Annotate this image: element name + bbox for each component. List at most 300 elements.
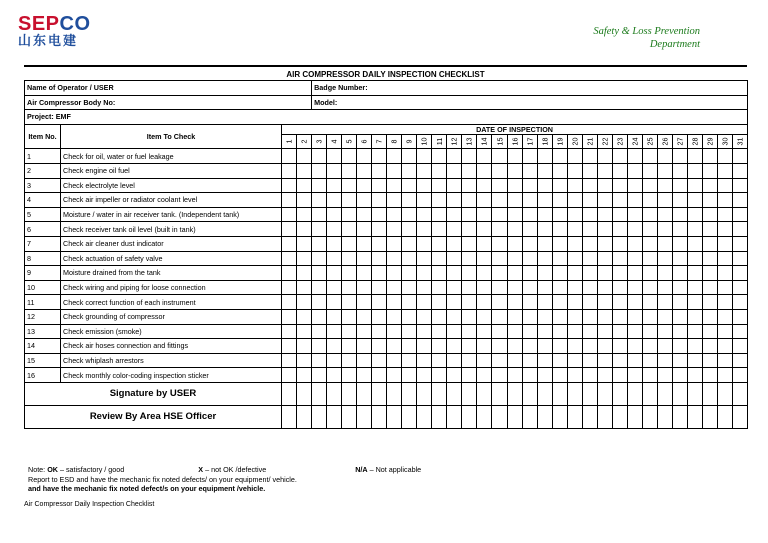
inspection-check-cell[interactable] xyxy=(447,178,462,193)
signature-cell[interactable] xyxy=(582,405,597,428)
inspection-check-cell[interactable] xyxy=(342,251,357,266)
signature-cell[interactable] xyxy=(627,382,642,405)
inspection-check-cell[interactable] xyxy=(432,353,447,368)
inspection-check-cell[interactable] xyxy=(417,339,432,354)
inspection-check-cell[interactable] xyxy=(567,266,582,281)
inspection-check-cell[interactable] xyxy=(552,368,567,383)
inspection-check-cell[interactable] xyxy=(552,149,567,164)
inspection-check-cell[interactable] xyxy=(312,207,327,222)
inspection-check-cell[interactable] xyxy=(552,339,567,354)
inspection-check-cell[interactable] xyxy=(387,353,402,368)
inspection-check-cell[interactable] xyxy=(372,353,387,368)
inspection-check-cell[interactable] xyxy=(642,280,657,295)
inspection-check-cell[interactable] xyxy=(447,266,462,281)
inspection-check-cell[interactable] xyxy=(627,309,642,324)
inspection-check-cell[interactable] xyxy=(282,339,297,354)
inspection-check-cell[interactable] xyxy=(402,236,417,251)
inspection-check-cell[interactable] xyxy=(612,163,627,178)
inspection-check-cell[interactable] xyxy=(477,236,492,251)
inspection-check-cell[interactable] xyxy=(312,251,327,266)
inspection-check-cell[interactable] xyxy=(432,280,447,295)
inspection-check-cell[interactable] xyxy=(612,193,627,208)
inspection-check-cell[interactable] xyxy=(537,163,552,178)
inspection-check-cell[interactable] xyxy=(567,339,582,354)
inspection-check-cell[interactable] xyxy=(477,207,492,222)
inspection-check-cell[interactable] xyxy=(582,207,597,222)
inspection-check-cell[interactable] xyxy=(297,149,312,164)
inspection-check-cell[interactable] xyxy=(597,251,612,266)
inspection-check-cell[interactable] xyxy=(687,280,702,295)
inspection-check-cell[interactable] xyxy=(672,149,687,164)
inspection-check-cell[interactable] xyxy=(537,236,552,251)
inspection-check-cell[interactable] xyxy=(717,149,732,164)
inspection-check-cell[interactable] xyxy=(342,295,357,310)
inspection-check-cell[interactable] xyxy=(732,266,747,281)
inspection-check-cell[interactable] xyxy=(522,353,537,368)
inspection-check-cell[interactable] xyxy=(537,280,552,295)
inspection-check-cell[interactable] xyxy=(717,236,732,251)
inspection-check-cell[interactable] xyxy=(687,266,702,281)
inspection-check-cell[interactable] xyxy=(597,236,612,251)
signature-cell[interactable] xyxy=(462,405,477,428)
inspection-check-cell[interactable] xyxy=(672,207,687,222)
inspection-check-cell[interactable] xyxy=(522,149,537,164)
inspection-check-cell[interactable] xyxy=(642,368,657,383)
inspection-check-cell[interactable] xyxy=(402,368,417,383)
inspection-check-cell[interactable] xyxy=(732,295,747,310)
inspection-check-cell[interactable] xyxy=(447,295,462,310)
inspection-check-cell[interactable] xyxy=(312,163,327,178)
signature-cell[interactable] xyxy=(552,382,567,405)
inspection-check-cell[interactable] xyxy=(387,207,402,222)
signature-cell[interactable] xyxy=(282,382,297,405)
inspection-check-cell[interactable] xyxy=(582,368,597,383)
inspection-check-cell[interactable] xyxy=(687,324,702,339)
inspection-check-cell[interactable] xyxy=(432,207,447,222)
inspection-check-cell[interactable] xyxy=(612,236,627,251)
inspection-check-cell[interactable] xyxy=(372,266,387,281)
signature-cell[interactable] xyxy=(522,382,537,405)
inspection-check-cell[interactable] xyxy=(327,251,342,266)
inspection-check-cell[interactable] xyxy=(312,353,327,368)
inspection-check-cell[interactable] xyxy=(717,280,732,295)
inspection-check-cell[interactable] xyxy=(507,266,522,281)
inspection-check-cell[interactable] xyxy=(522,324,537,339)
inspection-check-cell[interactable] xyxy=(627,193,642,208)
signature-cell[interactable] xyxy=(732,405,747,428)
inspection-check-cell[interactable] xyxy=(312,222,327,237)
inspection-check-cell[interactable] xyxy=(687,207,702,222)
inspection-check-cell[interactable] xyxy=(567,353,582,368)
inspection-check-cell[interactable] xyxy=(567,207,582,222)
inspection-check-cell[interactable] xyxy=(402,178,417,193)
inspection-check-cell[interactable] xyxy=(342,324,357,339)
inspection-check-cell[interactable] xyxy=(372,251,387,266)
signature-cell[interactable] xyxy=(357,382,372,405)
inspection-check-cell[interactable] xyxy=(492,266,507,281)
inspection-check-cell[interactable] xyxy=(372,163,387,178)
inspection-check-cell[interactable] xyxy=(522,178,537,193)
inspection-check-cell[interactable] xyxy=(477,251,492,266)
inspection-check-cell[interactable] xyxy=(552,178,567,193)
inspection-check-cell[interactable] xyxy=(732,280,747,295)
inspection-check-cell[interactable] xyxy=(297,295,312,310)
signature-cell[interactable] xyxy=(372,382,387,405)
signature-cell[interactable] xyxy=(537,405,552,428)
inspection-check-cell[interactable] xyxy=(282,353,297,368)
inspection-check-cell[interactable] xyxy=(642,251,657,266)
inspection-check-cell[interactable] xyxy=(462,368,477,383)
inspection-check-cell[interactable] xyxy=(567,251,582,266)
signature-cell[interactable] xyxy=(642,382,657,405)
inspection-check-cell[interactable] xyxy=(702,193,717,208)
inspection-check-cell[interactable] xyxy=(522,295,537,310)
signature-cell[interactable] xyxy=(477,405,492,428)
inspection-check-cell[interactable] xyxy=(432,193,447,208)
inspection-check-cell[interactable] xyxy=(387,324,402,339)
inspection-check-cell[interactable] xyxy=(537,353,552,368)
inspection-check-cell[interactable] xyxy=(282,324,297,339)
inspection-check-cell[interactable] xyxy=(447,222,462,237)
signature-cell[interactable] xyxy=(612,382,627,405)
inspection-check-cell[interactable] xyxy=(597,178,612,193)
inspection-check-cell[interactable] xyxy=(702,251,717,266)
inspection-check-cell[interactable] xyxy=(432,236,447,251)
inspection-check-cell[interactable] xyxy=(702,178,717,193)
inspection-check-cell[interactable] xyxy=(732,368,747,383)
inspection-check-cell[interactable] xyxy=(582,193,597,208)
inspection-check-cell[interactable] xyxy=(327,309,342,324)
inspection-check-cell[interactable] xyxy=(417,324,432,339)
inspection-check-cell[interactable] xyxy=(522,251,537,266)
inspection-check-cell[interactable] xyxy=(597,207,612,222)
inspection-check-cell[interactable] xyxy=(417,353,432,368)
inspection-check-cell[interactable] xyxy=(477,295,492,310)
inspection-check-cell[interactable] xyxy=(642,163,657,178)
inspection-check-cell[interactable] xyxy=(612,251,627,266)
inspection-check-cell[interactable] xyxy=(312,295,327,310)
inspection-check-cell[interactable] xyxy=(432,295,447,310)
inspection-check-cell[interactable] xyxy=(372,193,387,208)
inspection-check-cell[interactable] xyxy=(702,163,717,178)
inspection-check-cell[interactable] xyxy=(552,251,567,266)
signature-cell[interactable] xyxy=(612,405,627,428)
inspection-check-cell[interactable] xyxy=(582,309,597,324)
inspection-check-cell[interactable] xyxy=(702,207,717,222)
inspection-check-cell[interactable] xyxy=(657,368,672,383)
inspection-check-cell[interactable] xyxy=(417,309,432,324)
inspection-check-cell[interactable] xyxy=(702,280,717,295)
inspection-check-cell[interactable] xyxy=(312,193,327,208)
inspection-check-cell[interactable] xyxy=(312,149,327,164)
inspection-check-cell[interactable] xyxy=(717,163,732,178)
inspection-check-cell[interactable] xyxy=(642,353,657,368)
inspection-check-cell[interactable] xyxy=(447,353,462,368)
signature-cell[interactable] xyxy=(387,405,402,428)
inspection-check-cell[interactable] xyxy=(282,178,297,193)
inspection-check-cell[interactable] xyxy=(297,222,312,237)
inspection-check-cell[interactable] xyxy=(657,251,672,266)
inspection-check-cell[interactable] xyxy=(672,236,687,251)
inspection-check-cell[interactable] xyxy=(492,236,507,251)
inspection-check-cell[interactable] xyxy=(432,178,447,193)
inspection-check-cell[interactable] xyxy=(702,222,717,237)
inspection-check-cell[interactable] xyxy=(387,163,402,178)
inspection-check-cell[interactable] xyxy=(312,280,327,295)
signature-cell[interactable] xyxy=(537,382,552,405)
inspection-check-cell[interactable] xyxy=(372,207,387,222)
inspection-check-cell[interactable] xyxy=(537,324,552,339)
inspection-check-cell[interactable] xyxy=(732,222,747,237)
inspection-check-cell[interactable] xyxy=(357,149,372,164)
inspection-check-cell[interactable] xyxy=(507,163,522,178)
inspection-check-cell[interactable] xyxy=(702,339,717,354)
inspection-check-cell[interactable] xyxy=(612,207,627,222)
inspection-check-cell[interactable] xyxy=(627,339,642,354)
inspection-check-cell[interactable] xyxy=(282,309,297,324)
inspection-check-cell[interactable] xyxy=(402,222,417,237)
inspection-check-cell[interactable] xyxy=(297,266,312,281)
inspection-check-cell[interactable] xyxy=(522,339,537,354)
inspection-check-cell[interactable] xyxy=(477,149,492,164)
inspection-check-cell[interactable] xyxy=(597,163,612,178)
inspection-check-cell[interactable] xyxy=(357,339,372,354)
inspection-check-cell[interactable] xyxy=(672,178,687,193)
inspection-check-cell[interactable] xyxy=(372,149,387,164)
inspection-check-cell[interactable] xyxy=(282,295,297,310)
inspection-check-cell[interactable] xyxy=(552,236,567,251)
inspection-check-cell[interactable] xyxy=(597,324,612,339)
inspection-check-cell[interactable] xyxy=(672,266,687,281)
inspection-check-cell[interactable] xyxy=(582,222,597,237)
inspection-check-cell[interactable] xyxy=(297,163,312,178)
inspection-check-cell[interactable] xyxy=(687,339,702,354)
inspection-check-cell[interactable] xyxy=(687,222,702,237)
inspection-check-cell[interactable] xyxy=(702,236,717,251)
inspection-check-cell[interactable] xyxy=(387,368,402,383)
inspection-check-cell[interactable] xyxy=(357,193,372,208)
inspection-check-cell[interactable] xyxy=(417,163,432,178)
signature-cell[interactable] xyxy=(687,382,702,405)
inspection-check-cell[interactable] xyxy=(657,266,672,281)
inspection-check-cell[interactable] xyxy=(432,339,447,354)
inspection-check-cell[interactable] xyxy=(582,324,597,339)
inspection-check-cell[interactable] xyxy=(672,368,687,383)
inspection-check-cell[interactable] xyxy=(657,149,672,164)
inspection-check-cell[interactable] xyxy=(507,295,522,310)
inspection-check-cell[interactable] xyxy=(312,178,327,193)
inspection-check-cell[interactable] xyxy=(447,163,462,178)
inspection-check-cell[interactable] xyxy=(702,353,717,368)
inspection-check-cell[interactable] xyxy=(312,309,327,324)
inspection-check-cell[interactable] xyxy=(492,368,507,383)
signature-cell[interactable] xyxy=(627,405,642,428)
inspection-check-cell[interactable] xyxy=(462,207,477,222)
inspection-check-cell[interactable] xyxy=(432,163,447,178)
inspection-check-cell[interactable] xyxy=(387,309,402,324)
inspection-check-cell[interactable] xyxy=(357,163,372,178)
inspection-check-cell[interactable] xyxy=(642,149,657,164)
signature-cell[interactable] xyxy=(552,405,567,428)
inspection-check-cell[interactable] xyxy=(552,207,567,222)
inspection-check-cell[interactable] xyxy=(657,280,672,295)
inspection-check-cell[interactable] xyxy=(507,222,522,237)
inspection-check-cell[interactable] xyxy=(492,193,507,208)
inspection-check-cell[interactable] xyxy=(672,353,687,368)
inspection-check-cell[interactable] xyxy=(477,368,492,383)
inspection-check-cell[interactable] xyxy=(567,193,582,208)
inspection-check-cell[interactable] xyxy=(567,324,582,339)
inspection-check-cell[interactable] xyxy=(567,236,582,251)
inspection-check-cell[interactable] xyxy=(552,163,567,178)
inspection-check-cell[interactable] xyxy=(567,163,582,178)
inspection-check-cell[interactable] xyxy=(507,178,522,193)
inspection-check-cell[interactable] xyxy=(642,236,657,251)
signature-cell[interactable] xyxy=(462,382,477,405)
inspection-check-cell[interactable] xyxy=(297,353,312,368)
inspection-check-cell[interactable] xyxy=(702,324,717,339)
inspection-check-cell[interactable] xyxy=(507,149,522,164)
inspection-check-cell[interactable] xyxy=(297,236,312,251)
inspection-check-cell[interactable] xyxy=(417,280,432,295)
inspection-check-cell[interactable] xyxy=(297,339,312,354)
inspection-check-cell[interactable] xyxy=(657,163,672,178)
inspection-check-cell[interactable] xyxy=(477,339,492,354)
inspection-check-cell[interactable] xyxy=(357,368,372,383)
inspection-check-cell[interactable] xyxy=(537,339,552,354)
inspection-check-cell[interactable] xyxy=(357,207,372,222)
inspection-check-cell[interactable] xyxy=(582,178,597,193)
inspection-check-cell[interactable] xyxy=(477,222,492,237)
inspection-check-cell[interactable] xyxy=(387,266,402,281)
inspection-check-cell[interactable] xyxy=(357,295,372,310)
inspection-check-cell[interactable] xyxy=(627,324,642,339)
inspection-check-cell[interactable] xyxy=(417,236,432,251)
inspection-check-cell[interactable] xyxy=(357,266,372,281)
inspection-check-cell[interactable] xyxy=(612,222,627,237)
inspection-check-cell[interactable] xyxy=(672,193,687,208)
inspection-check-cell[interactable] xyxy=(432,222,447,237)
inspection-check-cell[interactable] xyxy=(522,368,537,383)
inspection-check-cell[interactable] xyxy=(447,149,462,164)
inspection-check-cell[interactable] xyxy=(492,324,507,339)
inspection-check-cell[interactable] xyxy=(297,324,312,339)
inspection-check-cell[interactable] xyxy=(327,163,342,178)
inspection-check-cell[interactable] xyxy=(612,149,627,164)
inspection-check-cell[interactable] xyxy=(417,207,432,222)
inspection-check-cell[interactable] xyxy=(402,207,417,222)
signature-cell[interactable] xyxy=(597,382,612,405)
inspection-check-cell[interactable] xyxy=(552,222,567,237)
signature-cell[interactable] xyxy=(657,382,672,405)
inspection-check-cell[interactable] xyxy=(402,193,417,208)
inspection-check-cell[interactable] xyxy=(327,178,342,193)
inspection-check-cell[interactable] xyxy=(687,368,702,383)
inspection-check-cell[interactable] xyxy=(537,309,552,324)
inspection-check-cell[interactable] xyxy=(297,309,312,324)
inspection-check-cell[interactable] xyxy=(642,309,657,324)
inspection-check-cell[interactable] xyxy=(507,309,522,324)
signature-cell[interactable] xyxy=(672,405,687,428)
inspection-check-cell[interactable] xyxy=(297,368,312,383)
inspection-check-cell[interactable] xyxy=(327,324,342,339)
inspection-check-cell[interactable] xyxy=(732,207,747,222)
inspection-check-cell[interactable] xyxy=(537,266,552,281)
inspection-check-cell[interactable] xyxy=(702,368,717,383)
inspection-check-cell[interactable] xyxy=(717,309,732,324)
inspection-check-cell[interactable] xyxy=(582,163,597,178)
inspection-check-cell[interactable] xyxy=(507,368,522,383)
inspection-check-cell[interactable] xyxy=(612,309,627,324)
signature-cell[interactable] xyxy=(432,382,447,405)
inspection-check-cell[interactable] xyxy=(582,266,597,281)
badge-number-field[interactable]: Badge Number: xyxy=(312,81,748,96)
inspection-check-cell[interactable] xyxy=(372,295,387,310)
inspection-check-cell[interactable] xyxy=(657,353,672,368)
inspection-check-cell[interactable] xyxy=(432,324,447,339)
inspection-check-cell[interactable] xyxy=(717,295,732,310)
inspection-check-cell[interactable] xyxy=(702,295,717,310)
inspection-check-cell[interactable] xyxy=(627,280,642,295)
inspection-check-cell[interactable] xyxy=(717,251,732,266)
signature-cell[interactable] xyxy=(342,382,357,405)
inspection-check-cell[interactable] xyxy=(357,222,372,237)
inspection-check-cell[interactable] xyxy=(582,295,597,310)
inspection-check-cell[interactable] xyxy=(282,266,297,281)
inspection-check-cell[interactable] xyxy=(492,178,507,193)
inspection-check-cell[interactable] xyxy=(477,309,492,324)
inspection-check-cell[interactable] xyxy=(462,295,477,310)
inspection-check-cell[interactable] xyxy=(492,222,507,237)
inspection-check-cell[interactable] xyxy=(312,236,327,251)
signature-cell[interactable] xyxy=(357,405,372,428)
inspection-check-cell[interactable] xyxy=(282,193,297,208)
inspection-check-cell[interactable] xyxy=(387,178,402,193)
inspection-check-cell[interactable] xyxy=(597,222,612,237)
inspection-check-cell[interactable] xyxy=(522,163,537,178)
inspection-check-cell[interactable] xyxy=(552,193,567,208)
inspection-check-cell[interactable] xyxy=(612,339,627,354)
inspection-check-cell[interactable] xyxy=(282,251,297,266)
inspection-check-cell[interactable] xyxy=(567,149,582,164)
inspection-check-cell[interactable] xyxy=(462,353,477,368)
inspection-check-cell[interactable] xyxy=(312,368,327,383)
inspection-check-cell[interactable] xyxy=(612,280,627,295)
signature-cell[interactable] xyxy=(282,405,297,428)
inspection-check-cell[interactable] xyxy=(312,324,327,339)
inspection-check-cell[interactable] xyxy=(702,309,717,324)
inspection-check-cell[interactable] xyxy=(522,193,537,208)
inspection-check-cell[interactable] xyxy=(387,280,402,295)
inspection-check-cell[interactable] xyxy=(402,309,417,324)
inspection-check-cell[interactable] xyxy=(462,236,477,251)
inspection-check-cell[interactable] xyxy=(612,368,627,383)
inspection-check-cell[interactable] xyxy=(687,309,702,324)
inspection-check-cell[interactable] xyxy=(447,324,462,339)
signature-cell[interactable] xyxy=(327,405,342,428)
inspection-check-cell[interactable] xyxy=(642,207,657,222)
inspection-check-cell[interactable] xyxy=(612,295,627,310)
inspection-check-cell[interactable] xyxy=(552,266,567,281)
inspection-check-cell[interactable] xyxy=(477,266,492,281)
inspection-check-cell[interactable] xyxy=(327,193,342,208)
inspection-check-cell[interactable] xyxy=(297,207,312,222)
inspection-check-cell[interactable] xyxy=(597,266,612,281)
inspection-check-cell[interactable] xyxy=(342,309,357,324)
inspection-check-cell[interactable] xyxy=(372,222,387,237)
signature-cell[interactable] xyxy=(327,382,342,405)
inspection-check-cell[interactable] xyxy=(507,353,522,368)
